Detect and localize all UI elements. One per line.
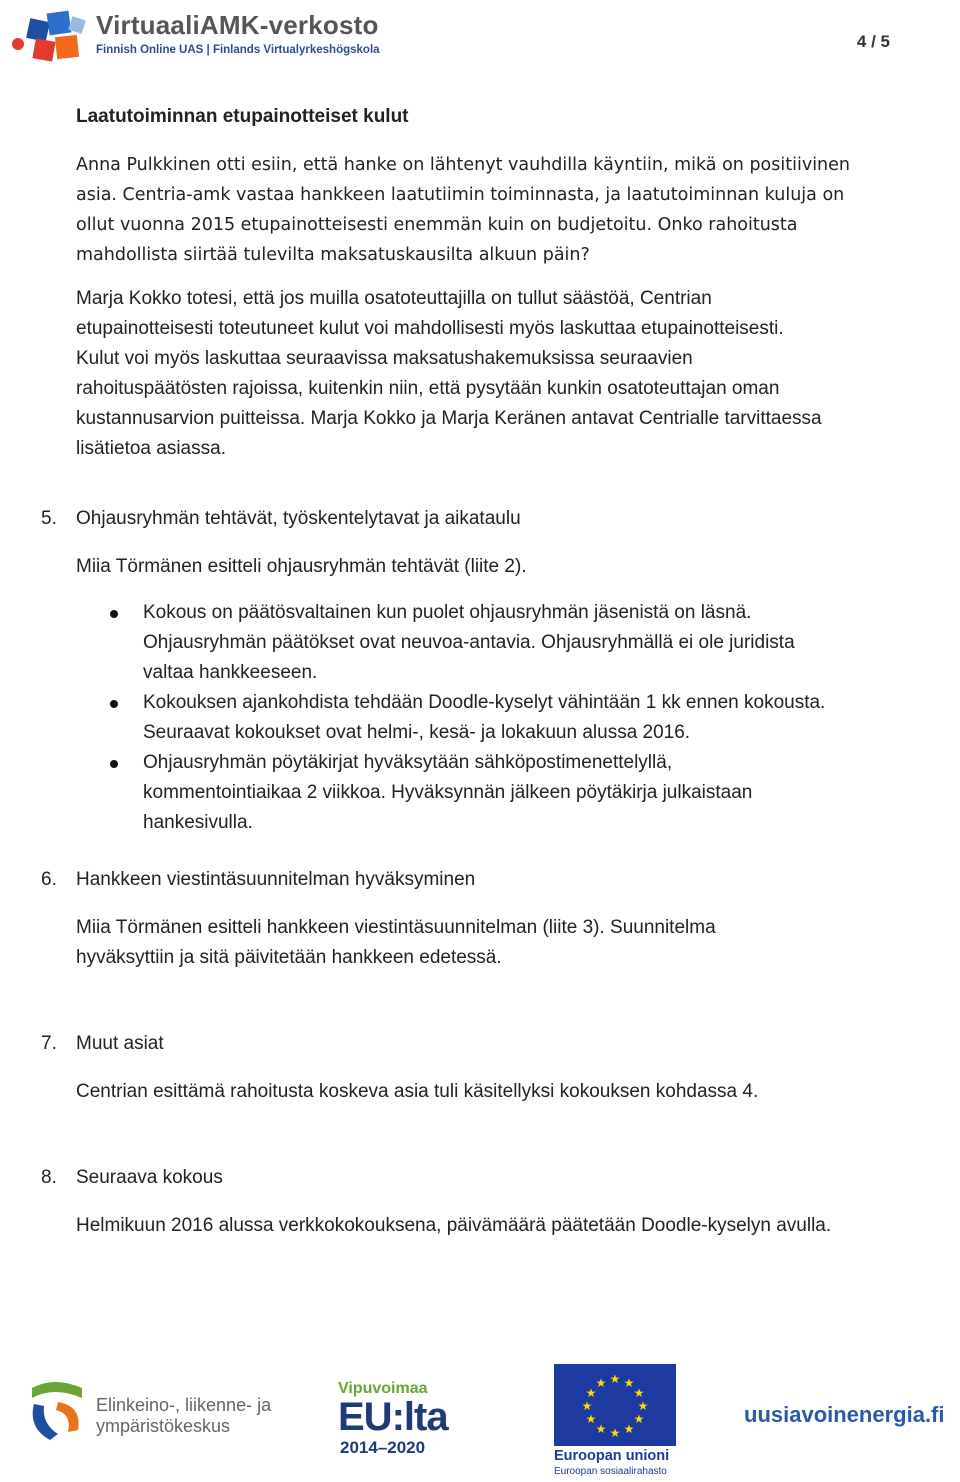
- section-number: 8.: [41, 1167, 57, 1188]
- bullet-icon: [110, 610, 118, 618]
- list-item: [108, 688, 908, 748]
- eu-label: Euroopan unioni: [554, 1448, 670, 1464]
- text-line: Seuraavat kokoukset ovat helmi-, kesä- ja lokakuun alussa 2016.: [143, 722, 691, 743]
- section8-paragraph: Helmikuun 2016 alussa verkkokokouksena, päivämäärä päätetään Doodle-kyselyn avulla.: [76, 1215, 832, 1236]
- ely-line-1: Elinkeino-, liikenne- ja: [96, 1395, 272, 1415]
- section-number: 5.: [41, 508, 57, 529]
- paragraph-quality-1: [76, 150, 906, 270]
- ely-line-2: ympäristökeskus: [96, 1416, 231, 1436]
- list-item: [108, 748, 908, 838]
- svg-text:★: ★: [595, 1422, 607, 1436]
- section-number: 7.: [41, 1033, 57, 1054]
- ely-keskus-logo-icon: [24, 1378, 90, 1444]
- eu-sub-label: Euroopan sosiaalirahasto: [554, 1466, 667, 1477]
- section-heading: Hankkeen viestintäsuunnitelman hyväksyminen: [76, 869, 476, 890]
- logo-subtitle: Finnish Online UAS | Finlands Virtualyrkeshögskola: [96, 44, 380, 56]
- bullet-icon: [110, 700, 118, 708]
- eu-lta-text: EU:lta: [338, 1395, 448, 1439]
- bullet-list: [108, 598, 908, 838]
- svg-text:★: ★: [595, 1376, 607, 1390]
- vipuvoimaa-years: 2014–2020: [340, 1438, 426, 1457]
- virtuaaliamk-logo: [8, 6, 380, 66]
- bullet-icon: [110, 760, 118, 768]
- text-line: Anna Pulkkinen otti esiin, että hanke on lähtenyt vauhdilla käyntiin, mikä on positiivinen: [76, 155, 850, 175]
- text-line: Miia Törmänen esitteli hankkeen viestintäsuunnitelman (liite 3). Suunnitelma: [76, 917, 716, 938]
- svg-text:★: ★: [609, 1372, 621, 1386]
- ely-keskus-text: [96, 1395, 271, 1437]
- eu-flag-icon: [554, 1364, 676, 1446]
- svg-text:★: ★: [585, 1386, 597, 1400]
- text-line: kustannusarvion puitteissa. Marja Kokko ja Marja Keränen antavat Centrialle tarvittaessa: [76, 408, 822, 429]
- text-line: asia. Centria-amk vastaa hankkeen laatutiimin toiminnasta, ja laatutoiminnan kuluja on: [76, 185, 845, 205]
- text-line: Kokous on päätösvaltainen kun puolet ohjausryhmän jäsenistä on läsnä.: [143, 602, 752, 623]
- text-line: hyväksyttiin ja sitä päivitetään hankkeen edetessä.: [76, 947, 502, 968]
- section-heading-quality: Laatutoiminnan etupainotteiset kulut: [76, 106, 409, 127]
- text-line: ollut vuonna 2015 etupainotteisesti enemmän kuin on budjetoitu. Onko rahoitusta: [76, 215, 798, 235]
- eu-stars-icon: [554, 1364, 676, 1446]
- paragraph-quality-2: [76, 284, 906, 464]
- text-line: etupainotteisesti toteutuneet kulut voi mahdollisesti myös laskuttaa etupainotteisesti.: [76, 318, 784, 339]
- text-line: lisätietoa asiassa.: [76, 438, 226, 459]
- text-line: Ohjausryhmän päätökset ovat neuvoa-antavia. Ohjausryhmällä ei ole juridista: [143, 632, 795, 653]
- svg-text:★: ★: [633, 1412, 645, 1426]
- svg-text:★: ★: [609, 1426, 621, 1440]
- svg-text:★: ★: [623, 1422, 635, 1436]
- logo-title: VirtuaaliAMK-verkosto: [96, 10, 379, 40]
- text-line: kommentointiaikaa 2 viikkoa. Hyväksynnän jälkeen pöytäkirja julkaistaan: [143, 782, 753, 803]
- text-line: mahdollista siirtää tulevilta maksatuskausilta alkuun päin?: [76, 245, 590, 265]
- text-line: Kulut voi myös laskuttaa seuraavissa maksatushakemuksissa seuraavien: [76, 348, 693, 369]
- section-heading: Ohjausryhmän tehtävät, työskentelytavat ja aikataulu: [76, 508, 521, 529]
- cube-logo-icon: [8, 6, 94, 66]
- section-number: 6.: [41, 869, 57, 890]
- page-number: 4 / 5: [856, 32, 890, 51]
- uusiavoinenergia-logo: uusiavoinenergia.fi: [744, 1402, 945, 1427]
- section7-paragraph: Centrian esittämä rahoitusta koskeva asia tuli käsitellyksi kokouksen kohdassa 4.: [76, 1081, 759, 1102]
- section-heading: Muut asiat: [76, 1033, 164, 1054]
- text-line: Marja Kokko totesi, että jos muilla osatoteuttajilla on tullut säästöä, Centrian: [76, 288, 712, 309]
- section6-paragraph: [76, 913, 906, 973]
- svg-text:★: ★: [581, 1399, 593, 1413]
- svg-text:★: ★: [623, 1376, 635, 1390]
- text-line: rahoituspäätösten rajoissa, kuitenkin niin, että pysytään kunkin osatoteuttajan oman: [76, 378, 780, 399]
- text-line: hankesivulla.: [143, 812, 253, 833]
- vipuvoimaa-title: Vipuvoimaa: [338, 1380, 428, 1397]
- svg-text:★: ★: [633, 1386, 645, 1400]
- svg-text:★: ★: [637, 1399, 649, 1413]
- text-line: Kokouksen ajankohdista tehdään Doodle-kyselyt vähintään 1 kk ennen kokousta.: [143, 692, 826, 713]
- section5-intro: Miia Törmänen esitteli ohjausryhmän tehtävät (liite 2).: [76, 556, 527, 577]
- section-heading: Seuraava kokous: [76, 1167, 223, 1188]
- svg-text:★: ★: [585, 1412, 597, 1426]
- list-item: [108, 598, 908, 688]
- text-line: Ohjausryhmän pöytäkirjat hyväksytään sähköpostimenettelyllä,: [143, 752, 673, 773]
- text-line: valtaa hankkeeseen.: [143, 662, 318, 683]
